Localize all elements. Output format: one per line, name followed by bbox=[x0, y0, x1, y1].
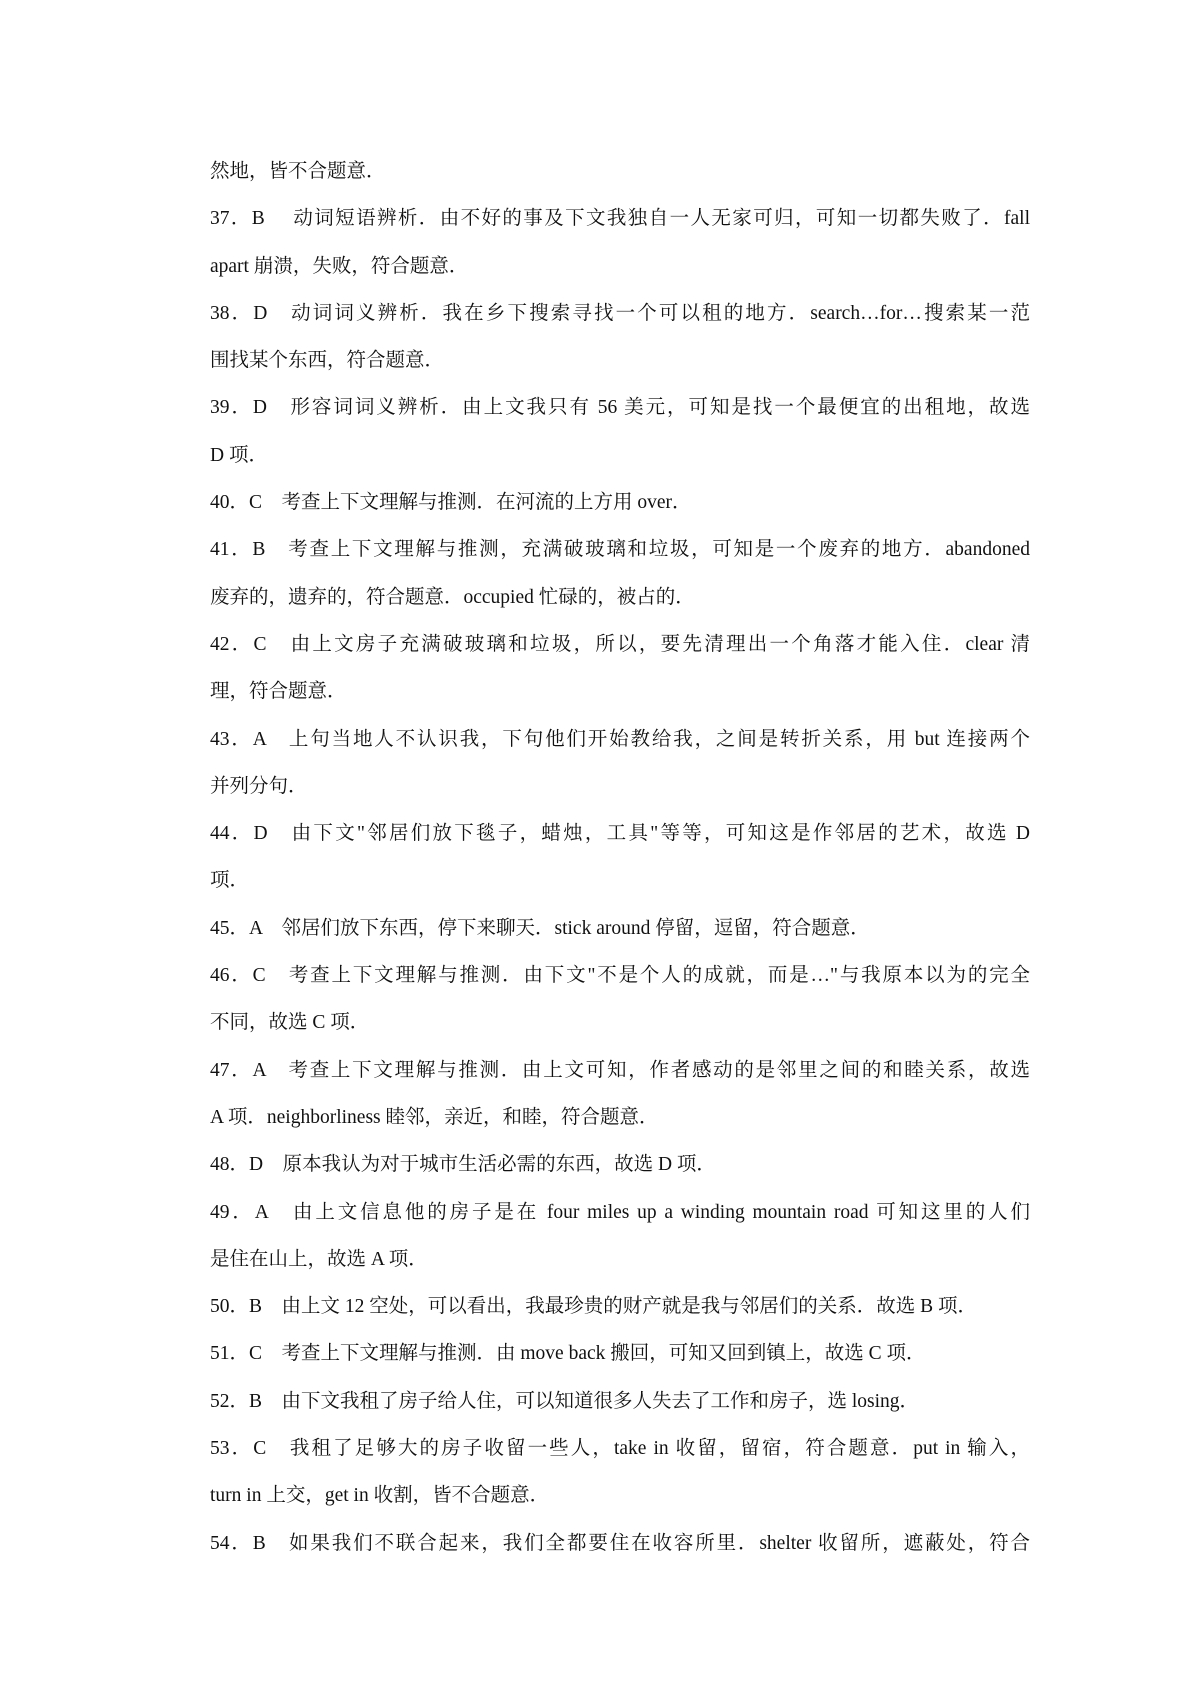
text-line: D 项． bbox=[210, 444, 268, 466]
text-line: 53．C 我租了足够大的房子收留一些人，take in 收留，留宿，符合题意．put in 输入， bbox=[210, 1438, 1030, 1460]
text-line: 并列分句． bbox=[210, 775, 308, 797]
text-line: 37．B 动词短语辨析．由不好的事及下文我独自一人无家可归，可知一切都失败了．fall bbox=[210, 208, 1030, 230]
text-line: 39．D 形容词词义辨析．由上文我只有 56 美元，可知是找一个最便宜的出租地，故选 bbox=[210, 397, 1030, 419]
answer-explanation-page bbox=[210, 148, 1030, 1567]
text-line: 38．D 动词词义辨析．我在乡下搜索寻找一个可以租的地方．search…for…搜索某一范 bbox=[210, 302, 1030, 324]
text-line: 46．C 考查上下文理解与推测．由下文"不是个人的成就，而是…"与我原本以为的完全 bbox=[210, 965, 1030, 987]
text-line: 41．B 考查上下文理解与推测，充满破玻璃和垃圾，可知是一个废弃的地方．abandoned bbox=[210, 539, 1030, 561]
text-line: apart 崩溃，失败，符合题意． bbox=[210, 255, 469, 277]
text-line: 不同，故选 C 项． bbox=[210, 1012, 370, 1034]
text-line: 49．A 由上文信息他的房子是在 four miles up a winding mountain road 可知这里的人们 bbox=[210, 1201, 1030, 1223]
text-line: 54．B 如果我们不联合起来，我们全都要住在收容所里．shelter 收留所，遮蔽处，符合 bbox=[210, 1532, 1030, 1554]
text-line: 44．D 由下文"邻居们放下毯子，蜡烛，工具"等等，可知这是作邻居的艺术，故选 D bbox=[210, 823, 1030, 845]
text-line: 围找某个东西，符合题意． bbox=[210, 350, 445, 372]
text-line: 理，符合题意． bbox=[210, 681, 347, 703]
text-line: 是住在山上，故选 A 项． bbox=[210, 1248, 428, 1270]
text-line: 48．D 原本我认为对于城市生活必需的东西，故选 D 项． bbox=[210, 1154, 716, 1176]
text-line: 45．A 邻居们放下东西，停下来聊天．stick around 停留，逗留，符合题意． bbox=[210, 917, 870, 939]
text-line: turn in 上交，get in 收割，皆不合题意． bbox=[210, 1485, 550, 1507]
text-line: 43．A 上句当地人不认识我，下句他们开始教给我，之间是转折关系，用 but 连接两个 bbox=[210, 728, 1030, 750]
text-line: 52．B 由下文我租了房子给人住，可以知道很多人失去了工作和房子，选 losing． bbox=[210, 1390, 920, 1412]
text-line: 废弃的，遗弃的，符合题意．occupied 忙碌的，被占的． bbox=[210, 586, 695, 608]
text-line: A 项．neighborliness 睦邻，亲近，和睦，符合题意． bbox=[210, 1106, 659, 1128]
text-line: 42．C 由上文房子充满破玻璃和垃圾，所以，要先清理出一个角落才能入住．clear 清 bbox=[210, 633, 1030, 655]
text-line: 40．C 考查上下文理解与推测．在河流的上方用 over． bbox=[210, 492, 692, 514]
text-line: 然地，皆不合题意． bbox=[210, 161, 386, 182]
text-line: 51．C 考查上下文理解与推测．由 move back 搬回，可知又回到镇上，故选 C 项． bbox=[210, 1343, 926, 1365]
text-line: 项． bbox=[210, 870, 250, 892]
text-line: 47．A 考查上下文理解与推测．由上文可知，作者感动的是邻里之间的和睦关系，故选 bbox=[210, 1059, 1030, 1081]
text-line: 50．B 由上文 12 空处，可以看出，我最珍贵的财产就是我与邻居们的关系．故选 B 项． bbox=[210, 1296, 978, 1318]
